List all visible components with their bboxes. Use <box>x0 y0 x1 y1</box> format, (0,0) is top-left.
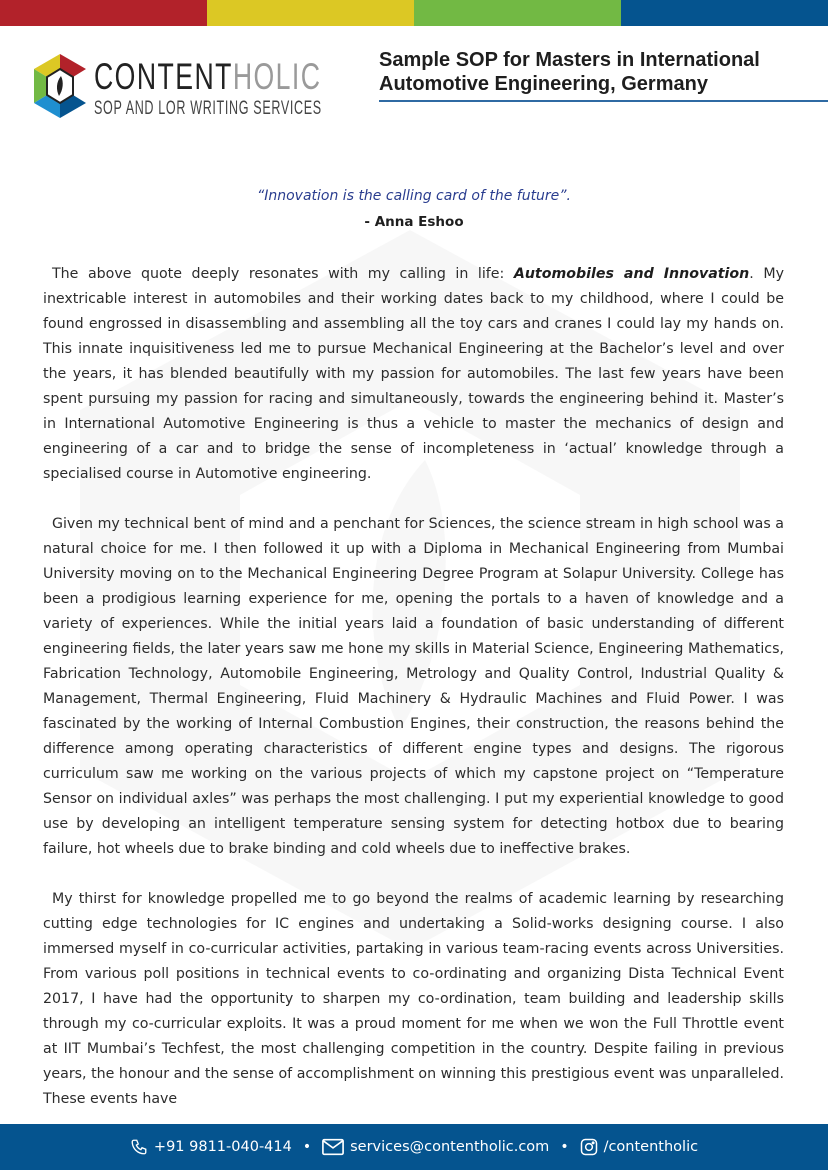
envelope-icon <box>322 1138 344 1156</box>
hexagon-pen-logo-icon <box>30 52 90 120</box>
logo <box>30 52 322 122</box>
contact-footer <box>0 1124 828 1170</box>
brand-name: CONTENTHOLIC <box>94 56 322 97</box>
sop-body <box>43 262 784 1137</box>
footer-instagram <box>580 1138 699 1156</box>
separator: • <box>302 1139 312 1155</box>
footer-email <box>322 1138 549 1156</box>
document-title <box>379 48 828 102</box>
title-underline <box>379 100 828 102</box>
paragraph-3: My thirst for knowledge propelled me to go beyond the realms of academic learning by researching cutting edge technologies for IC engines and undertaking a Solid-works designing course. I also immersed myself in co-curricular activities, partaking in various team-racing events across Universities. From various poll positions in technical events to co-ordinating and organizing Dista Technical Event 2017, I have had the opportunity to sharpen my co-ordination, team building and leadership skills through my co-curricular exploits. It was a proud moment for me when we won the Full Throttle event at IIT Mumbai’s Techfest, the most challenging competition in the country. Despite failing in previous years, the honour and the sense of accomplishment on winning this prestigious event was unparalleled. These events have <box>43 891 784 1107</box>
phone-icon <box>130 1138 148 1156</box>
quote-text: “Innovation is the calling card of the future”. <box>256 188 571 204</box>
separator: • <box>560 1139 569 1155</box>
phone-number[interactable]: +91 9811-040-414 <box>153 1139 292 1155</box>
footer-phone <box>130 1138 292 1156</box>
emphasis-text: Automobiles and Innovation <box>513 266 750 282</box>
brand-tagline: SOP AND LOR WRITING SERVICES <box>94 98 322 119</box>
title-line-1: Sample SOP for Masters in International <box>379 49 760 71</box>
paragraph-1: The above quote deeply resonates with my calling in life: Automobiles and Innovation. My inextricable interest in automobiles and their working dates back to my childhood, where I could be found engrossed in disassembling and assembling all the toy cars and cranes I could lay my hands on. This innate inquisitiveness led me to pursue Mechanical Engineering at the Bachelor’s level and over the years, it has blended beautifully with my passion for automobiles. The last few years have been spent pursuing my passion for racing and simultaneously, towards the engineering behind it. Master’s in International Automotive Engineering is thus a vehicle to master the mechanics of design and engineering of a car and to bridge the sense of incompleteness in ‘actual’ knowledge through a specialised course in Automotive engineering. <box>43 266 784 482</box>
instagram-icon <box>580 1138 598 1156</box>
title-line-2: Automotive Engineering, Germany <box>379 73 708 95</box>
email-link[interactable]: services@contentholic.com <box>350 1139 550 1155</box>
color-bar-green <box>414 0 621 26</box>
paragraph-2: Given my technical bent of mind and a penchant for Sciences, the science stream in high school was a natural choice for me. I then followed it up with a Diploma in Mechanical Engineering from Mumbai University moving on to the Mechanical Engineering Degree Program at Solapur University. College has been a prodigious learning experience for me, opening the portals to a haven of knowledge and a variety of experiences. While the initial years laid a foundation of basic understanding of different engineering fields, the later years saw me hone my skills in Material Science, Engineering Mathematics, Fabrication Technology, Automobile Engineering, Metrology and Quality Control, Industrial Quality & Management, Thermal Engineering, Fluid Machinery & Hydraulic Machines and Fluid Power. I was fascinated by the working of Internal Combustion Engines, their construction, the reasons behind the difference among operating characteristics of different engine types and designs. The rigorous curriculum saw me working on the various projects of which my capstone project on “Temperature Sensor on individual axles” was perhaps the most challenging. I put my experiential knowledge to good use by developing an intelligent temperature sensing system for detecting hotbox due to bearing failure, hot wheels due to brake binding and cold wheels due to ineffective brakes. <box>43 516 784 857</box>
color-bar-red <box>0 0 207 26</box>
instagram-handle[interactable]: /contentholic <box>603 1139 699 1155</box>
color-bar-blue <box>621 0 828 26</box>
quote-author: - Anna Eshoo <box>364 214 464 230</box>
color-bar <box>0 0 828 26</box>
color-bar-yellow <box>207 0 414 26</box>
